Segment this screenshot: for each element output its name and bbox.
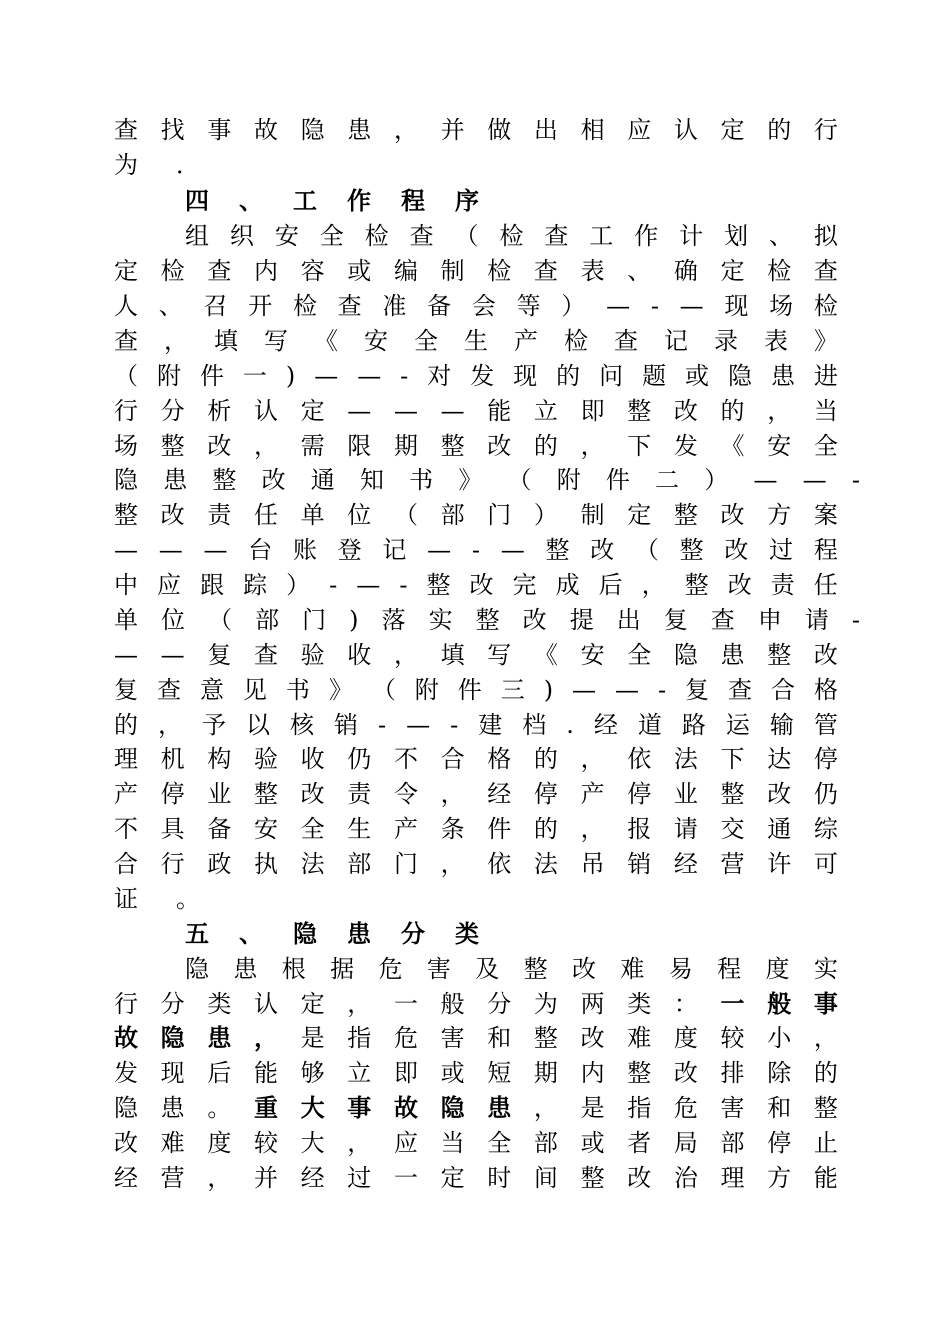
text-line: 整 改 责 任 单 位 （ 部 门 ） 制 定 整 改 方 案: [114, 501, 838, 529]
text-line: 场 整 改 ， 需 限 期 整 改 的 ， 下 发 《 安 全: [114, 432, 838, 460]
text-line: — — 复 查 验 收 ， 填 写 《 安 全 隐 患 整 改: [114, 641, 838, 669]
text-line: 为 ．: [114, 151, 200, 179]
text-line: 不 具 备 安 全 生 产 条 件 的 ， 报 请 交 通 综: [114, 815, 838, 843]
text-line: 证 。: [114, 885, 200, 913]
text-line: 中 应 跟 踪 ） - — - 整 改 完 成 后 ， 整 改 责 任: [114, 571, 838, 599]
text-line: 合 行 政 执 法 部 门 ， 依 法 吊 销 经 营 许 可: [114, 850, 838, 878]
text-line: — — — 台 账 登 记 — - — 整 改 （ 整 改 过 程: [114, 536, 838, 564]
text-line: 改 难 度 较 大 ， 应 当 全 部 或 者 局 部 停 止: [114, 1129, 838, 1157]
section-heading-classification: 五 、 隐 患 分 类: [185, 919, 479, 948]
text-line: 的 ， 予 以 核 销 - — - 建 档 . 经 道 路 运 输 管: [114, 711, 838, 739]
section-heading-procedure: 四 、 工 作 程 序: [185, 186, 479, 215]
text-line: 人 、 召 开 检 查 准 备 会 等 ） — - — 现 场 检: [114, 292, 838, 320]
text-line: 查 找 事 故 隐 患 ， 并 做 出 相 应 认 定 的 行: [114, 116, 838, 144]
text-line: 理 机 构 验 收 仍 不 合 格 的 ， 依 法 下 达 停: [114, 745, 838, 773]
text-line: 经 营 ， 并 经 过 一 定 时 间 整 改 治 理 方 能: [114, 1164, 838, 1192]
text-line: 隐 患 。 重 大 事 故 隐 患 ， 是 指 危 害 和 整: [114, 1093, 838, 1122]
text-line: 行 分 类 认 定 ， 一 般 分 为 两 类 ： 一 般 事: [114, 989, 838, 1018]
text-line: 组 织 安 全 检 查 （ 检 查 工 作 计 划 、 拟: [185, 222, 838, 250]
text-line: 隐 患 整 改 通 知 书 》 （ 附 件 二 ） — — -: [114, 466, 860, 494]
text-line: （ 附 件 一 ) — — - 对 发 现 的 问 题 或 隐 患 进: [114, 362, 838, 390]
text-line: 定 检 查 内 容 或 编 制 检 查 表 、 确 定 检 查: [114, 257, 838, 285]
text-line: 复 查 意 见 书 》 （ 附 件 三 ) — — - 复 查 合 格: [114, 676, 838, 704]
text-line: 发 现 后 能 够 立 即 或 短 期 内 整 改 排 除 的: [114, 1059, 838, 1087]
text-line: 产 停 业 整 改 责 令 ， 经 停 产 停 业 整 改 仍: [114, 780, 838, 808]
text-line: 隐 患 根 据 危 害 及 整 改 难 易 程 度 实: [185, 955, 838, 983]
text-line: 故 隐 患 ， 是 指 危 害 和 整 改 难 度 较 小 ，: [114, 1023, 838, 1052]
text-line: 查 ， 填 写 《 安 全 生 产 检 查 记 录 表 》: [114, 327, 838, 355]
text-line: 行 分 析 认 定 — — — 能 立 即 整 改 的 ， 当: [114, 397, 838, 425]
text-line: 单 位 （ 部 门 ) 落 实 整 改 提 出 复 查 申 请 -: [114, 606, 860, 634]
